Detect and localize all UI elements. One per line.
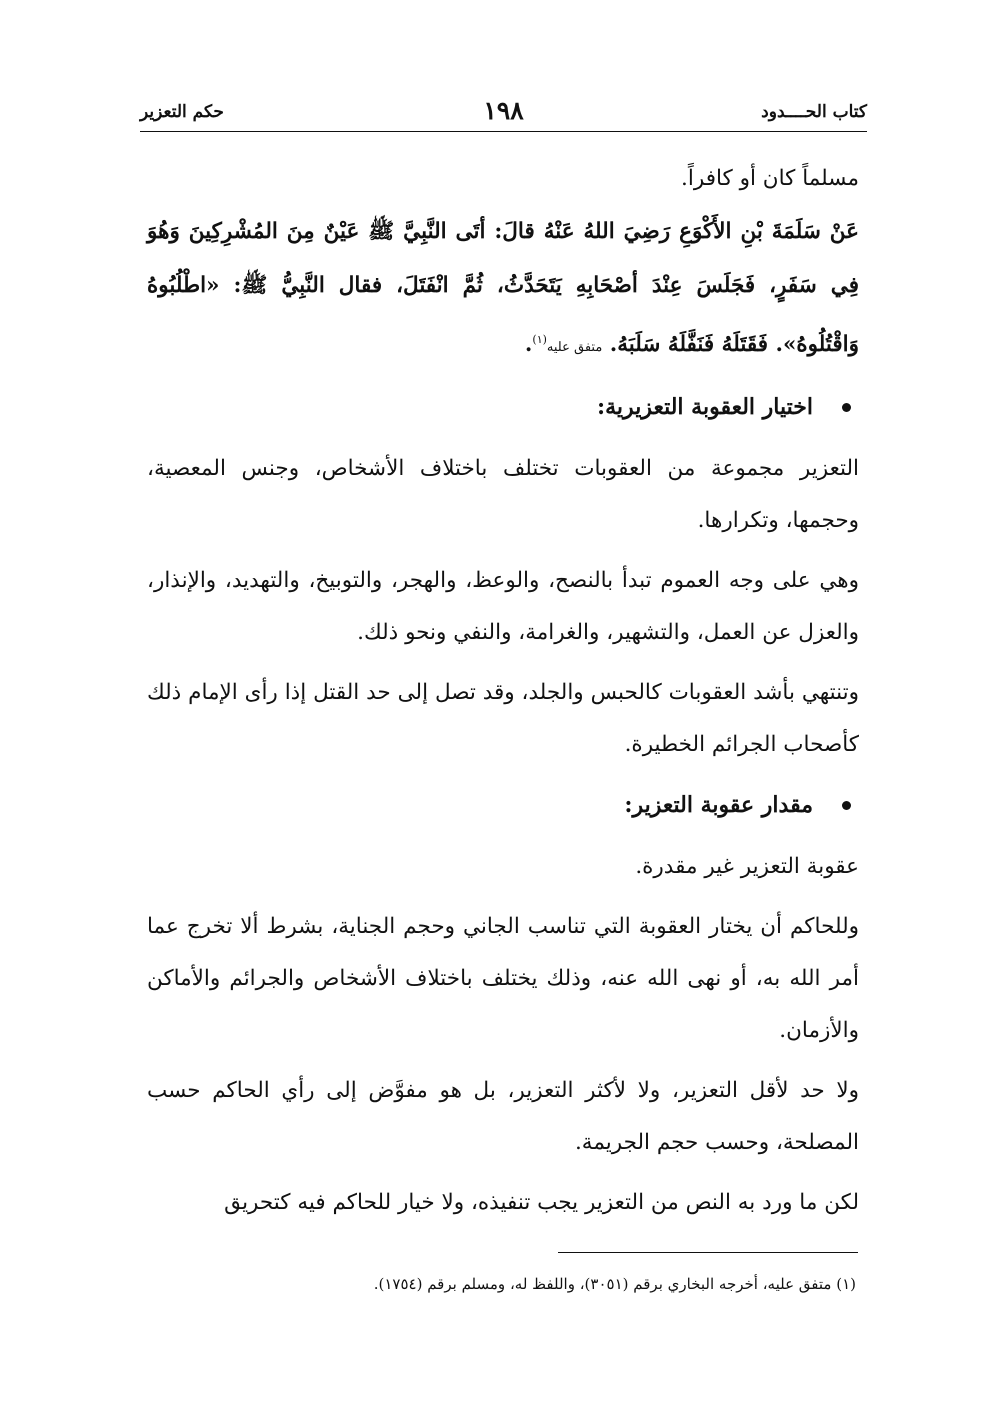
hadith-text: عَنْ سَلَمَةَ بْنِ الأَكْوَعِ رَضِيَ اللهُ عَنْهُ قالَ: أتَى النَّبِيَّ ﷺ عَيْنٌ مِنَ المُشْرِكِينَ وَهُوَ فِي سَفَرٍ، فَجَلَسَ عِنْدَ أصْحَابِهِ يَتَحَدَّثُ، ثُمَّ انْفَتَلَ، فقال النَّبِيُّ ﷺ: «اطْلُبُوهُ وَاقْتُلُوهُ». فَقَتَلَهُ فَنَفَّلَهُ سَلَبَهُ. (147, 219, 859, 358)
page-number: ١٩٨ (483, 96, 524, 125)
section-title: حكم التعزير (140, 102, 224, 122)
footnote: (١) متفق عليه، أخرجه البخاري برقم (٣٠٥١)، واللفظ له، ومسلم برقم (١٧٥٤). (373, 1275, 856, 1293)
running-header (140, 96, 867, 132)
paragraph-4: عقوبة التعزير غير مقدرة. (635, 854, 859, 880)
paragraph-5: وللحاكم أن يختار العقوبة التي تناسب الجاني وحجم الجناية، بشرط ألا تخرج عما أمر الله به، أو نهى الله عنه، وذلك يختلف باختلاف الأشخاص والجرائم والأماكن والأزمان. (147, 914, 859, 1044)
section-heading-choice (147, 381, 859, 433)
footnote-marker[interactable]: (١) (532, 333, 547, 346)
paragraph-3: وتنتهي بأشد العقوبات كالحبس والجلد، وقد تصل إلى حد القتل إذا رأى الإمام ذلك كأصحاب الجرائم الخطيرة. (147, 680, 859, 758)
heading-text: مقدار عقوبة التعزير: (624, 792, 813, 819)
paragraph-6: ولا حد لأقل التعزير، ولا لأكثر التعزير، بل هو مفوَّض إلى رأي الحاكم حسب المصلحة، وحسب حجم الجريمة. (147, 1078, 859, 1156)
header-rule (140, 131, 867, 132)
heading-text: اختيار العقوبة التعزيرية: (597, 394, 813, 421)
hadith-paragraph (147, 205, 859, 375)
section-heading-amount (147, 779, 859, 831)
footnote-rule (558, 1252, 858, 1253)
paragraph-intro: مسلماً كان أو كافراً. (681, 166, 859, 191)
paragraph-7: لكن ما ورد به النص من التعزير يجب تنفيذه، ولا خيار للحاكم فيه كتحريق (224, 1190, 859, 1216)
paragraph-1: التعزير مجموعة من العقوبات تختلف باختلاف الأشخاص، وجنس المعصية، وحجمها، وتكرارها. (147, 456, 859, 534)
book-title: كتاب الحــــدود (761, 102, 867, 122)
bullet-icon (842, 801, 851, 810)
hadith-reference: متفق عليه (546, 340, 603, 356)
hadith-end: . (524, 332, 533, 358)
paragraph-2: وهي على وجه العموم تبدأ بالنصح، والوعظ، والهجر، والتوبيخ، والتهديد، والإنذار، والعزل عن العمل، والتشهير، والغرامة، والنفي ونحو ذلك. (147, 568, 859, 646)
main-text (147, 153, 859, 1237)
bullet-icon (842, 403, 851, 412)
